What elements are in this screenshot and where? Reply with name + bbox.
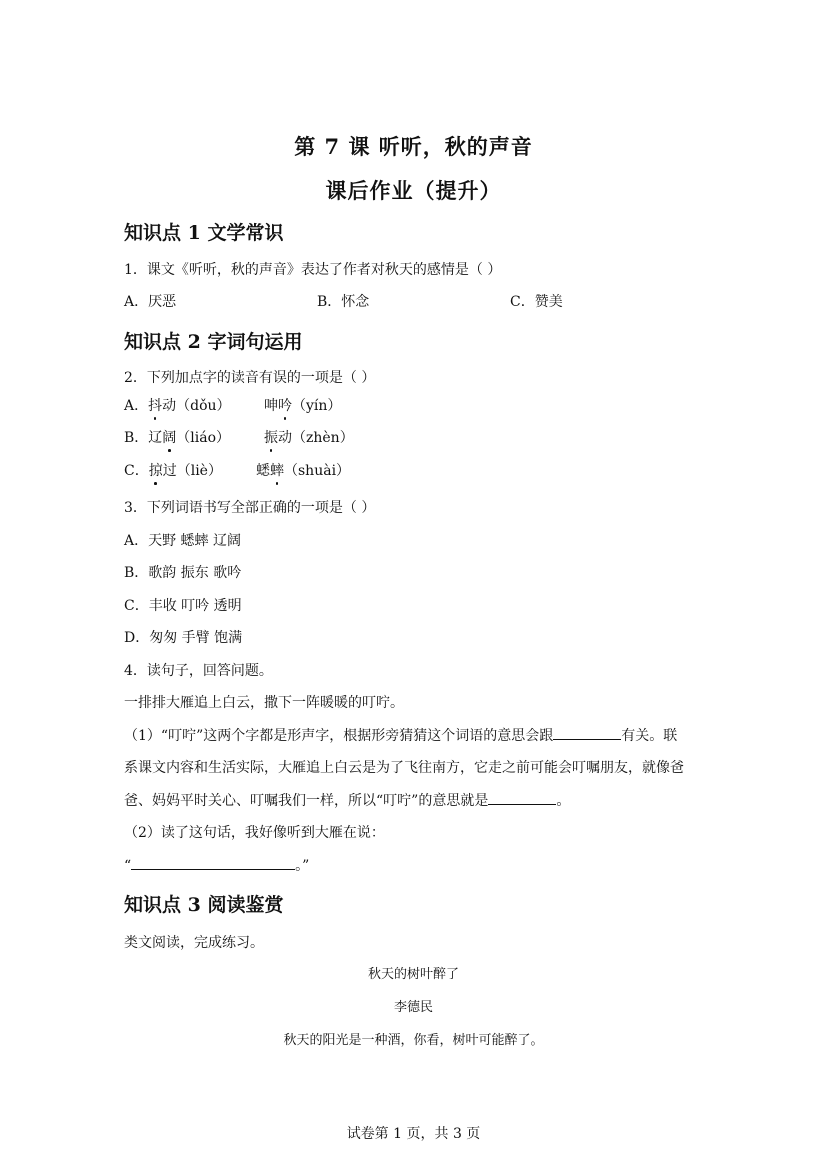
pinyin-text: （yín） [292,398,342,414]
question-3-option-c: C．丰收 叮吟 透明 [124,598,242,614]
section-heading-3: 知识点 3 阅读鉴赏 [124,894,284,916]
pinyin-text: （shuài） [284,463,351,479]
question-1-option-b: B．怀念 [317,294,370,310]
dotted-char: 吟 [278,395,292,415]
dotted-char: 掠 [149,460,163,480]
poem-line-1: 秋天的阳光是一种酒，你看，树叶可能醉了。 [283,1033,544,1048]
question-4-part-2-answer [124,855,309,875]
question-4-part-1-line-2: 系课文内容和生活实际，大雁追上白云是为了飞往南方，它走之前可能会叮嘱朋友，就像爸 [124,760,684,776]
question-4-stem: 4．读句子，回答问题。 [124,663,273,679]
question-4-sentence: 一排排大雁追上白云，撒下一阵暖暖的叮咛。 [124,695,404,711]
dotted-char: 抖 [148,395,162,415]
question-2-option-c [124,460,351,480]
lesson-title: 第 7 课 听听，秋的声音 [294,134,533,159]
option-label: A． [124,398,149,414]
question-2-option-a [124,395,342,415]
dotted-char: 蟀 [270,460,284,480]
pinyin-text: 动（dǒu） [162,398,231,414]
part-1-text: （1）“叮咛”这两个字都是形声字，根据形旁猜猜这个词语的意思会跟 [124,728,554,744]
question-3-option-a: A．天野 蟋蟀 辽阔 [124,533,242,549]
option-label: B． [124,430,149,446]
close-quote: 。” [295,858,310,874]
homework-subtitle: 课后作业（提升） [325,178,502,203]
question-2-stem: 2．下列加点字的读音有误的一项是（ ） [124,370,376,386]
part-1-text-tail: 有关。联 [621,728,678,744]
question-1-option-a: A．厌恶 [124,294,177,310]
plain-char: 呻 [264,398,278,414]
question-3-option-b: B．歌韵 振东 歌吟 [124,565,242,581]
question-3-stem: 3．下列词语书写全部正确的一项是（ ） [124,500,376,516]
question-2-option-b [124,427,354,447]
plain-char: 蟋 [256,463,270,479]
question-1-stem: 1．课文《听听，秋的声音》表达了作者对秋天的感情是（ ） [124,262,502,278]
question-4-part-2: （2）读了这句话，我好像听到大雁在说： [124,825,385,841]
answer-blank-3[interactable] [131,855,295,870]
open-quote: “ [124,858,132,874]
question-4-part-1-line-1 [124,725,677,745]
option-word-2 [264,395,341,415]
option-label: C． [124,463,149,479]
pinyin-text: 动（zhèn） [278,430,354,446]
pinyin-text: （liáo） [176,430,231,446]
plain-char: 辽 [148,430,163,446]
section-heading-2: 知识点 2 字词句运用 [124,331,303,353]
option-word-2 [264,427,354,447]
page-footer: 试卷第 1 页，共 3 页 [346,1126,481,1142]
part-1-text: 爸、妈妈平时关心、叮嘱我们一样，所以“叮咛”的意思就是 [124,793,489,809]
part-1-period: 。 [556,793,571,809]
reading-intro: 类文阅读，完成练习。 [124,935,264,951]
question-3-option-d: D．匆匆 手臂 饱满 [124,630,243,646]
question-1-option-c: C．赞美 [510,294,563,310]
question-4-part-1-line-3 [124,790,570,810]
dotted-char: 阔 [162,427,176,447]
dotted-char: 振 [264,427,278,447]
pinyin-text: 过（liè） [162,463,222,479]
answer-blank-1[interactable] [553,725,621,740]
section-heading-1: 知识点 1 文学常识 [124,222,284,244]
answer-blank-2[interactable] [488,790,556,805]
poem-title: 秋天的树叶醉了 [367,967,459,982]
option-word-2 [256,460,350,480]
poem-author: 李德民 [393,1000,433,1015]
